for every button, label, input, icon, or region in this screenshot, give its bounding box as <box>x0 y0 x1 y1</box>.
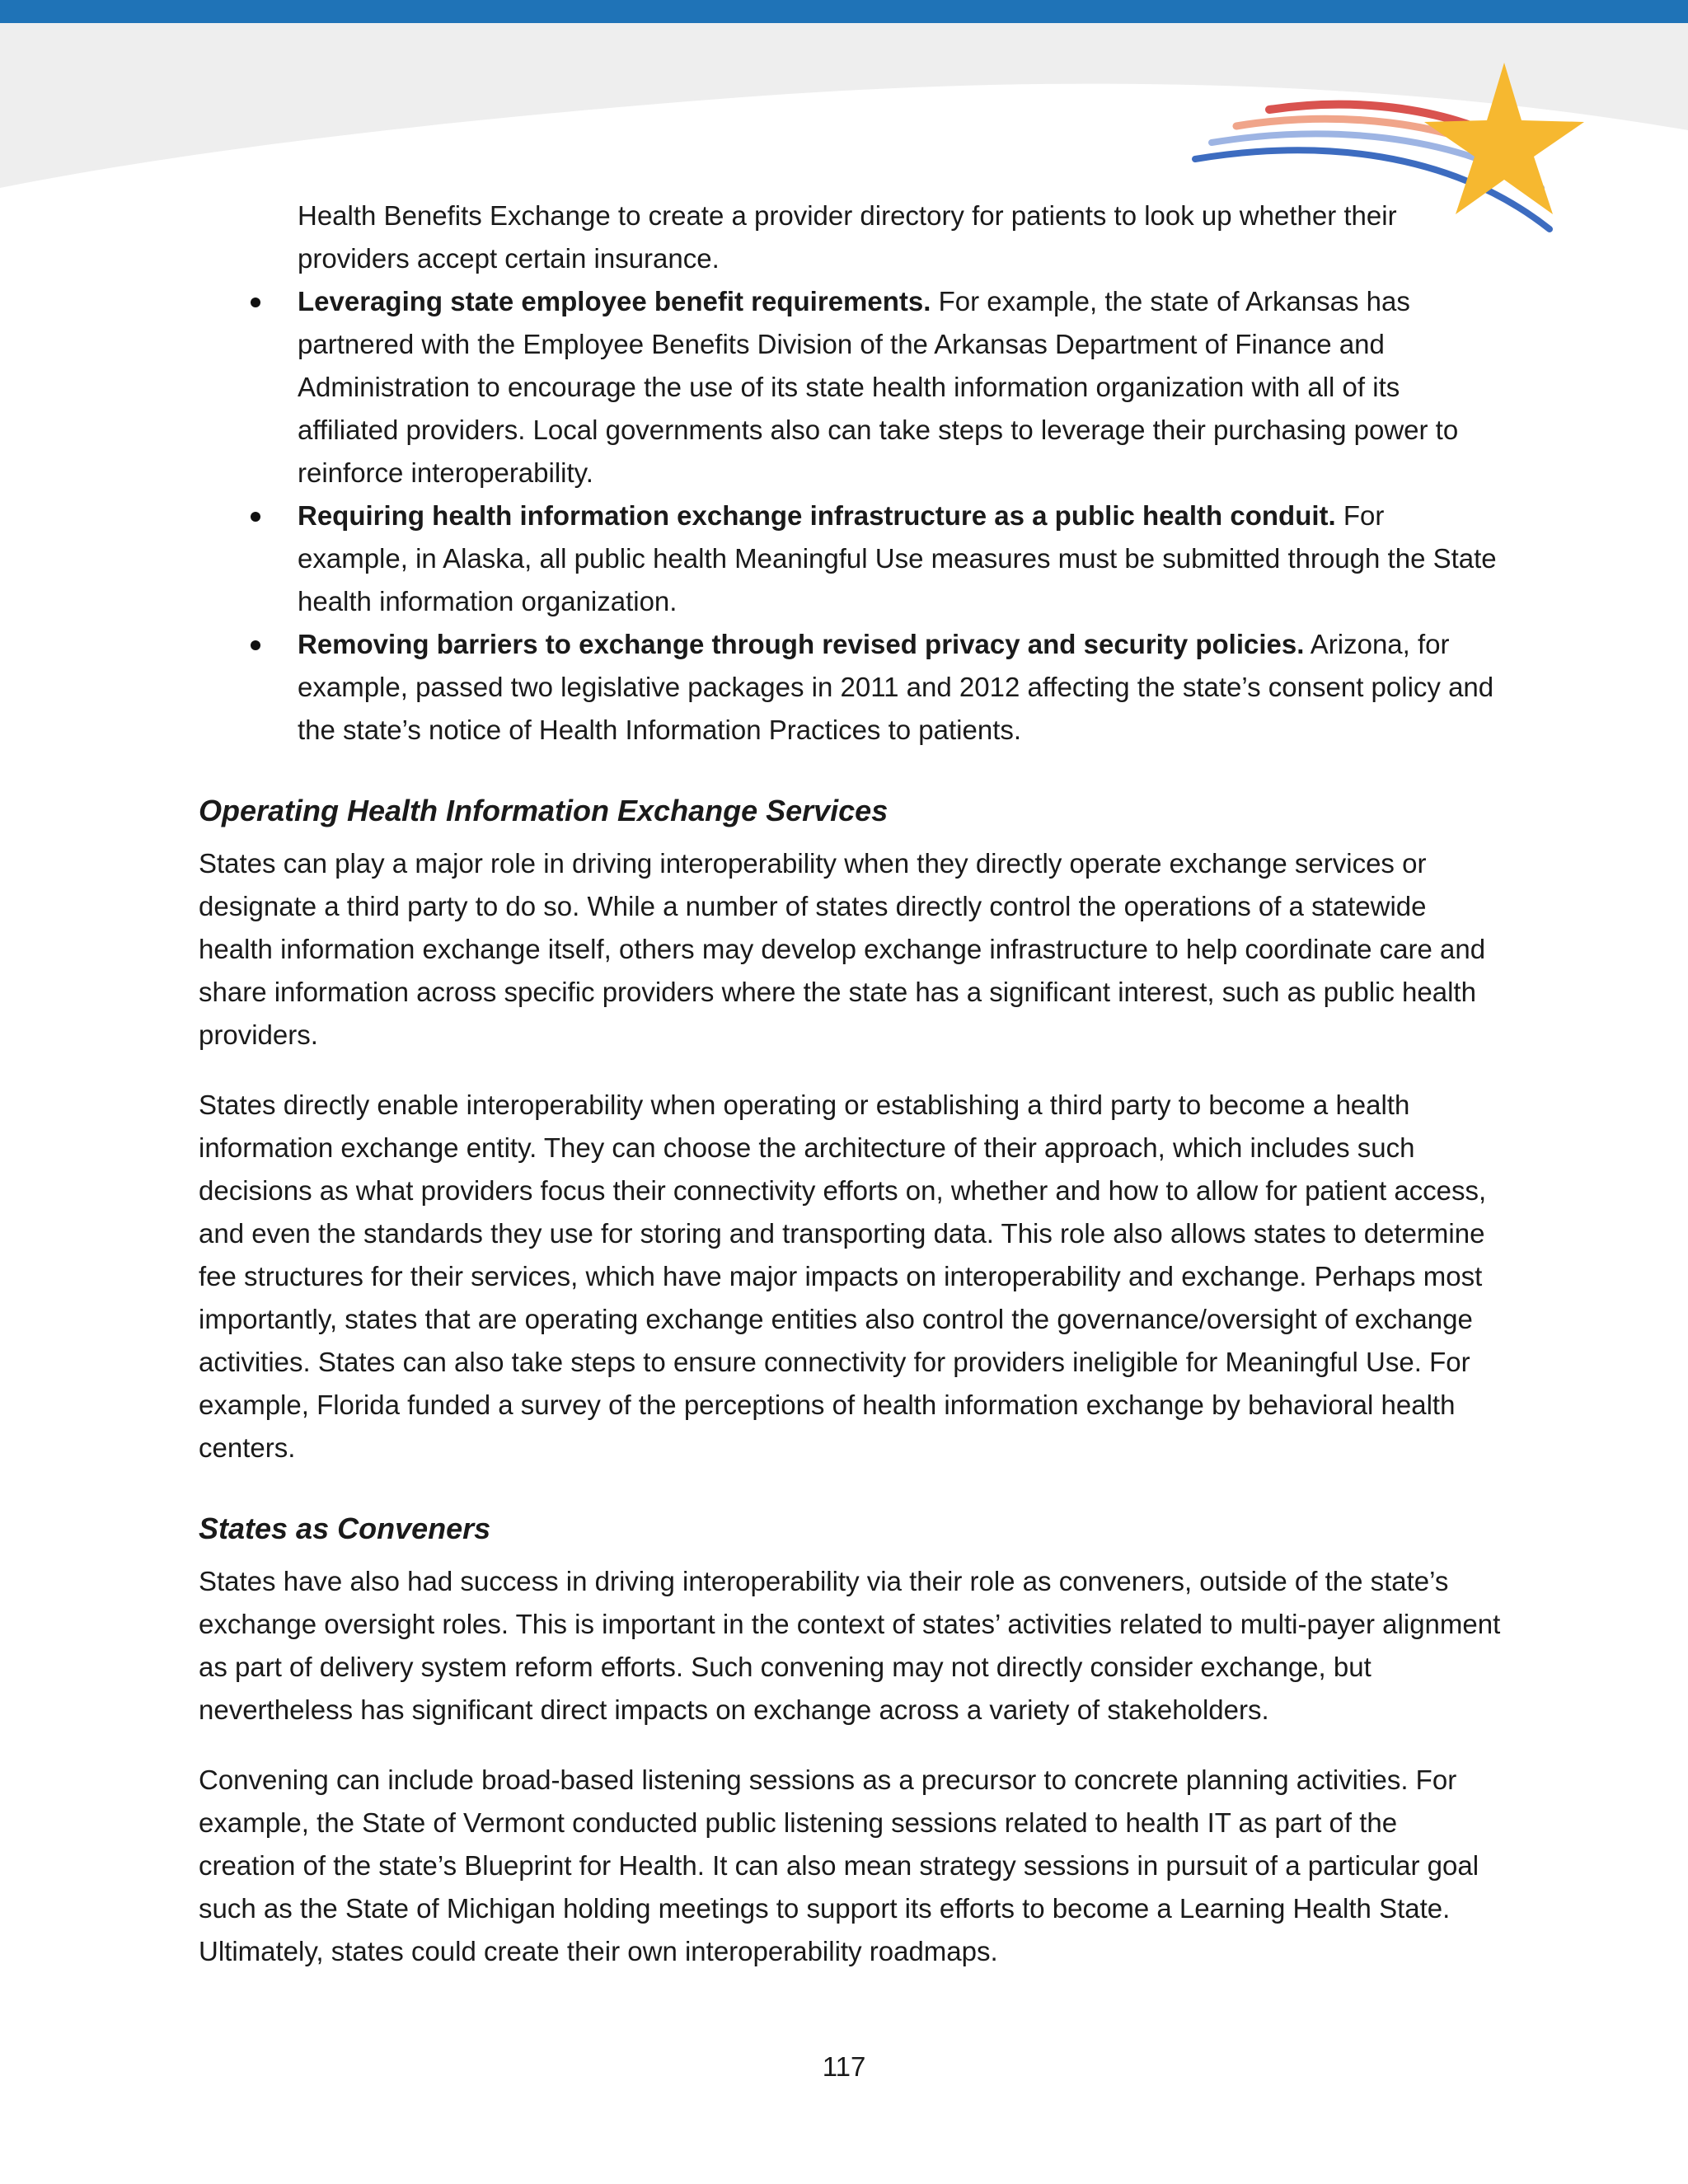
section-heading-operating-hie: Operating Health Information Exchange Services <box>199 794 889 827</box>
bullet-icon <box>251 298 260 307</box>
section-heading-conveners: States as Conveners <box>199 1511 491 1545</box>
bullet-lead: Leveraging state employee benefit requirements. <box>298 286 931 316</box>
bullet-list <box>199 194 1501 752</box>
bullet-lead: Removing barriers to exchange through revised privacy and security policies. <box>298 629 1305 659</box>
list-item-continuation <box>199 194 1501 280</box>
bullet-continuation-text: Health Benefits Exchange to create a provider directory for patients to look up whether their providers accept certain insurance. <box>298 200 1397 274</box>
list-item <box>199 623 1501 752</box>
bullet-icon <box>251 512 260 522</box>
paragraph: States directly enable interoperability when operating or establishing a third party to become a health information exchange entity. They can choose the architecture of their approach, which includes such decisions as what providers focus their connectivity efforts on, whether and how to allow for patient access, and even the standards they use for storing and transporting data. This role also allows states to determine fee structures for their services, which have major impacts on interoperability and exchange. Perhaps most importantly, states that are operating exchange entities also control the governance/oversight of exchange activities. States can also take steps to ensure connectivity for providers ineligible for Meaningful Use. For example, Florida funded a survey of the perceptions of health information exchange by behavioral health centers. <box>199 1090 1487 1463</box>
page-number: 117 <box>822 2051 866 2082</box>
header-bar <box>0 0 1688 23</box>
bullet-lead: Requiring health information exchange infrastructure as a public health conduit. <box>298 500 1336 531</box>
list-item <box>199 280 1501 494</box>
bullet-icon <box>251 640 260 650</box>
list-item <box>199 494 1501 623</box>
header-swoosh <box>0 23 1688 188</box>
bullet-text: Arizona, for example, passed two legislative packages in 2011 and 2012 affecting the state’s consent policy and the state’s notice of Health Information Practices to patients. <box>298 629 1494 745</box>
paragraph: States have also had success in driving interoperability via their role as conveners, outside of the state’s exchange oversight roles. This is important in the context of states’ activities related to multi-payer alignment as part of delivery system reform efforts. Such convening may not directly consider exchange, but nevertheless has significant direct impacts on exchange across a variety of stakeholders. <box>199 1566 1501 1725</box>
paragraph: Convening can include broad-based listening sessions as a precursor to concrete planning activities. For example, the State of Vermont conducted public listening sessions related to health IT as part of the creation of the state’s Blueprint for Health. It can also mean strategy sessions in pursuit of a particular goal such as the State of Michigan holding meetings to support its efforts to become a Learning Health State. Ultimately, states could create their own interoperability roadmaps. <box>199 1765 1479 1966</box>
bullet-text: For example, the state of Arkansas has partnered with the Employee Benefits Division of the Arkansas Department of Finance and Administration to encourage the use of its state health information organization with all of its affiliated providers. Local governments also can take steps to leverage their purchasing power to reinforce interoperability. <box>298 286 1459 488</box>
page-content <box>199 194 1501 1973</box>
bullet-text: For example, in Alaska, all public health Meaningful Use measures must be submitted through the State health information organization. <box>298 500 1497 616</box>
paragraph: States can play a major role in driving interoperability when they directly operate exchange services or designate a third party to do so. While a number of states directly control the operations of a statewide health information exchange itself, others may develop exchange infrastructure to help coordinate care and share information across specific providers where the state has a significant interest, such as public health providers. <box>199 848 1486 1050</box>
